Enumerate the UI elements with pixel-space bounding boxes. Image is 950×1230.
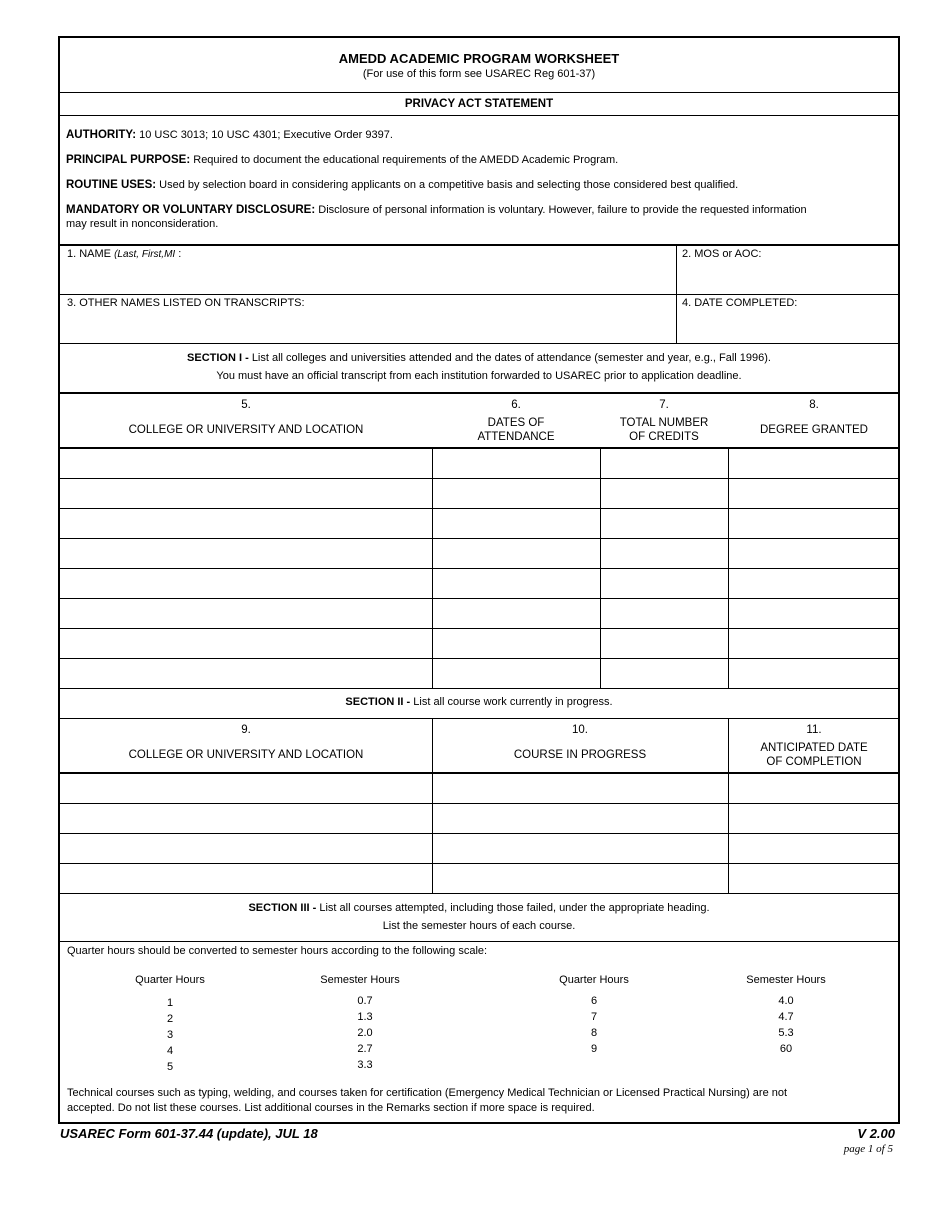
col-6-label-2: ATTENDANCE	[477, 431, 555, 443]
col-7-num: 7.	[659, 399, 669, 411]
scale-value: 4.0	[778, 995, 794, 1007]
authority-row	[66, 128, 858, 142]
routine-row	[66, 178, 858, 192]
section1-heading	[60, 352, 898, 364]
col-9-num: 9.	[241, 724, 251, 736]
name-field[interactable]	[60, 245, 676, 294]
col-6-num: 6.	[511, 399, 521, 411]
section3-text-2: List the semester hours of each course.	[382, 920, 576, 932]
left-semester-values	[310, 993, 420, 1073]
section1-label: SECTION I -	[187, 352, 249, 364]
other-names-label: 3. OTHER NAMES LISTED ON TRANSCRIPTS:	[67, 297, 305, 309]
section2-heading	[60, 696, 898, 708]
col-11-label-2: OF COMPLETION	[766, 756, 862, 768]
section1-text-2: You must have an official transcript from each institution forwarded to USAREC prior to application deadline.	[216, 370, 742, 382]
scale-intro: Quarter hours should be converted to semester hours according to the following scale:	[67, 945, 488, 957]
routine-text: Used by selection board in considering applicants on a competitive basis and selecting those considered best qualified.	[159, 179, 739, 191]
scale-value: 5.3	[778, 1027, 794, 1039]
name-label: 1. NAME	[67, 248, 112, 260]
col-11-num: 11.	[806, 724, 822, 736]
name-label-wrap	[67, 248, 181, 260]
name-hint: (Last, First,MI	[114, 249, 176, 260]
scale-value: 0.7	[357, 995, 373, 1007]
col-7-label-2: OF CREDITS	[629, 431, 699, 443]
scale-value: 1	[166, 997, 174, 1009]
col-9-header	[60, 723, 432, 762]
disclosure-text: Disclosure of personal information is voluntary. However, failure to provide the requested information	[318, 204, 807, 216]
worksheet-form	[58, 36, 900, 1124]
right-quarter-values	[544, 993, 644, 1057]
disclosure-text-2: may result in nonconsideration.	[66, 218, 219, 230]
scale-value: 3.3	[357, 1059, 373, 1071]
section2-label: SECTION II -	[345, 696, 411, 708]
scale-value: 5	[166, 1061, 174, 1073]
disclosure-row	[66, 203, 858, 231]
right-semester-header: Semester Hours	[746, 974, 826, 986]
form-id: USAREC Form 601-37.44 (update), JUL 18	[60, 1126, 318, 1141]
scale-value: 6	[590, 995, 598, 1007]
authority-label: AUTHORITY:	[66, 129, 137, 141]
col-11-label-1: ANTICIPATED DATE	[760, 742, 868, 754]
inprogress-course-cells[interactable]	[433, 774, 728, 893]
left-semester-header: Semester Hours	[320, 974, 400, 986]
scale-value: 3	[166, 1029, 174, 1041]
note-line-1: Technical courses such as typing, welding, and courses taken for certification (Emergency Medical Technician or Licensed Practical Nursing) are not	[67, 1087, 788, 1099]
col-degree-header	[728, 398, 900, 437]
section3-label: SECTION III -	[248, 902, 317, 914]
scale-value: 1.3	[357, 1011, 373, 1023]
col-10-num: 10.	[572, 724, 588, 736]
authority-text: 10 USC 3013; 10 USC 4301; Executive Order 9397.	[139, 129, 393, 141]
form-title: AMEDD ACADEMIC PROGRAM WORKSHEET	[338, 51, 620, 66]
col-credits-header	[600, 398, 728, 444]
col-8-label: DEGREE GRANTED	[760, 424, 868, 436]
scale-value: 9	[590, 1043, 598, 1055]
scale-value: 60	[779, 1043, 793, 1055]
name-colon: :	[178, 248, 182, 260]
college-cells[interactable]	[60, 448, 432, 688]
note-line-2: accepted. Do not list these courses. List additional courses in the Remarks section if more space is required.	[67, 1102, 595, 1114]
section3-text: List all courses attempted, including those failed, under the appropriate heading.	[319, 902, 710, 914]
right-semester-values	[731, 993, 841, 1057]
form-version: V 2.00	[857, 1126, 895, 1141]
privacy-heading: PRIVACY ACT STATEMENT	[404, 98, 554, 110]
col-6-label-1: DATES OF	[487, 417, 545, 429]
mos-label: 2. MOS or AOC:	[682, 248, 762, 260]
scale-value: 2	[166, 1013, 174, 1025]
form-subtitle: (For use of this form see USAREC Reg 601-37)	[362, 68, 596, 80]
scale-value: 7	[590, 1011, 598, 1023]
col-9-label: COLLEGE OR UNIVERSITY AND LOCATION	[128, 749, 364, 761]
scale-value: 2.7	[357, 1043, 373, 1055]
scale-value: 4	[166, 1045, 174, 1057]
disclosure-label: MANDATORY OR VOLUNTARY DISCLOSURE:	[66, 204, 316, 216]
other-names-field[interactable]	[60, 295, 676, 343]
col-11-header	[728, 723, 900, 769]
section2-text: List all course work currently in progress.	[413, 696, 613, 708]
purpose-text: Required to document the educational requirements of the AMEDD Academic Program.	[193, 154, 619, 166]
col-10-label: COURSE IN PROGRESS	[513, 749, 647, 761]
left-quarter-header: Quarter Hours	[135, 974, 205, 986]
purpose-row	[66, 153, 858, 167]
left-quarter-values	[120, 995, 220, 1075]
dates-cells[interactable]	[433, 448, 600, 688]
col-5-label: COLLEGE OR UNIVERSITY AND LOCATION	[128, 424, 364, 436]
degree-cells[interactable]	[729, 448, 900, 688]
page-number: page 1 of 5	[843, 1143, 893, 1155]
technical-note	[67, 1086, 888, 1116]
right-quarter-header: Quarter Hours	[559, 974, 629, 986]
date-completed-label: 4. DATE COMPLETED:	[682, 297, 798, 309]
inprogress-college-cells[interactable]	[60, 774, 432, 893]
scale-value: 2.0	[357, 1027, 373, 1039]
inprogress-date-cells[interactable]	[729, 774, 900, 893]
col-dates-header	[432, 398, 600, 444]
mos-field[interactable]	[676, 245, 900, 294]
scale-value: 8	[590, 1027, 598, 1039]
col-8-num: 8.	[809, 399, 819, 411]
section1-text: List all colleges and universities attended and the dates of attendance (semester and year, e.g., Fall 1996).	[251, 352, 771, 364]
section3-heading	[60, 902, 898, 914]
col-5-num: 5.	[241, 399, 251, 411]
scale-value: 4.7	[778, 1011, 794, 1023]
col-college-header	[60, 398, 432, 437]
col-7-label-1: TOTAL NUMBER	[619, 417, 709, 429]
credits-cells[interactable]	[601, 448, 728, 688]
routine-label: ROUTINE USES:	[66, 179, 157, 191]
purpose-label: PRINCIPAL PURPOSE:	[66, 154, 191, 166]
date-completed-field[interactable]	[676, 295, 900, 343]
col-10-header	[432, 723, 728, 762]
